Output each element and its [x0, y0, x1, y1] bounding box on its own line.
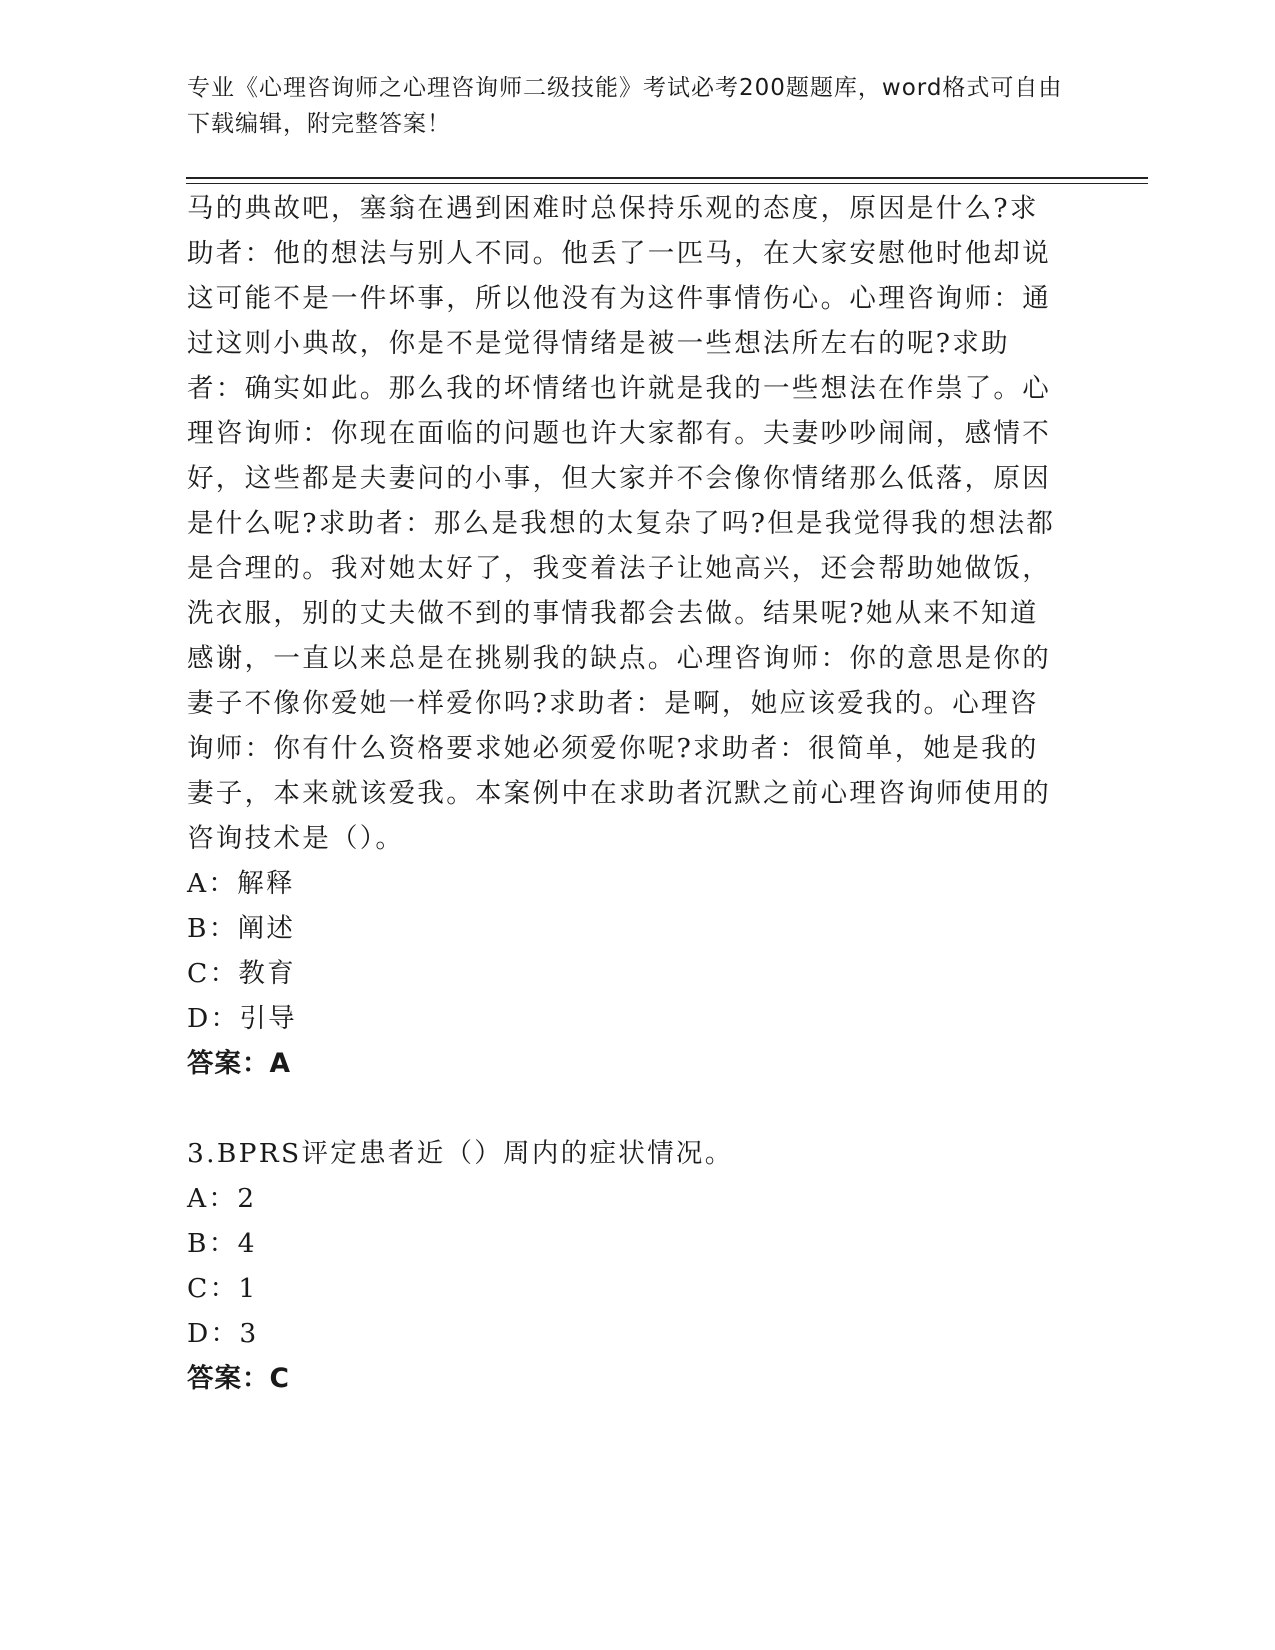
document-header — [187, 70, 1067, 142]
question-spacer — [187, 1087, 1067, 1131]
question-block — [187, 186, 1067, 1087]
option-b: B：4 — [187, 1228, 257, 1259]
document-body — [187, 186, 1067, 1402]
question-stem: 马的典故吧，塞翁在遇到困难时总保持乐观的态度，原因是什么?求助者：他的想法与别人不同。他丢了一匹马，在大家安慰他时他却说这可能不是一件坏事，所以他没有为这件事情伤心。心理咨询师：通过这则小典故，你是不是觉得情绪是被一些想法所左右的呢?求助者：确实如此。那么我的坏情绪也许就是我的一些想法在作祟了。心理咨询师：你现在面临的问题也许大家都有。夫妻吵吵闹闹，感情不好，这些都是夫妻问的小事，但大家并不会像你情绪那么低落，原因是什么呢?求助者：那么是我想的太复杂了吗?但是我觉得我的想法都是合理的。我对她太好了，我变着法子让她高兴，还会帮助她做饭，洗衣服，别的丈夫做不到的事情我都会去做。结果呢?她从来不知道感谢，一直以来总是在挑剔我的缺点。心理咨询师：你的意思是你的妻子不像你爱她一样爱你吗?求助者：是啊，她应该爱我的。心理咨询师：你有什么资格要求她必须爱你呢?求助者：很简单，她是我的妻子，本来就该爱我。本案例中在求助者沉默之前心理咨询师使用的咨询技术是（）。 — [187, 193, 1056, 854]
option-d: D：引导 — [187, 1003, 297, 1034]
option-a: A：解释 — [187, 868, 295, 899]
answer-line: 答案：A — [187, 1048, 292, 1079]
answer-line: 答案：C — [187, 1363, 290, 1394]
question-stem: 3.BPRS评定患者近（）周内的症状情况。 — [187, 1138, 734, 1169]
header-divider-thin — [186, 183, 1148, 184]
header-divider-thick — [186, 177, 1148, 179]
option-c: C：1 — [187, 1273, 258, 1304]
option-b: B：阐述 — [187, 913, 296, 944]
option-c: C：教育 — [187, 958, 296, 989]
document-title: 专业《心理咨询师之心理咨询师二级技能》考试必考200题题库，word格式可自由下载编辑，附完整答案！ — [187, 75, 1063, 137]
option-d: D：3 — [187, 1318, 259, 1349]
question-block — [187, 1131, 1067, 1402]
option-a: A：2 — [187, 1183, 257, 1214]
